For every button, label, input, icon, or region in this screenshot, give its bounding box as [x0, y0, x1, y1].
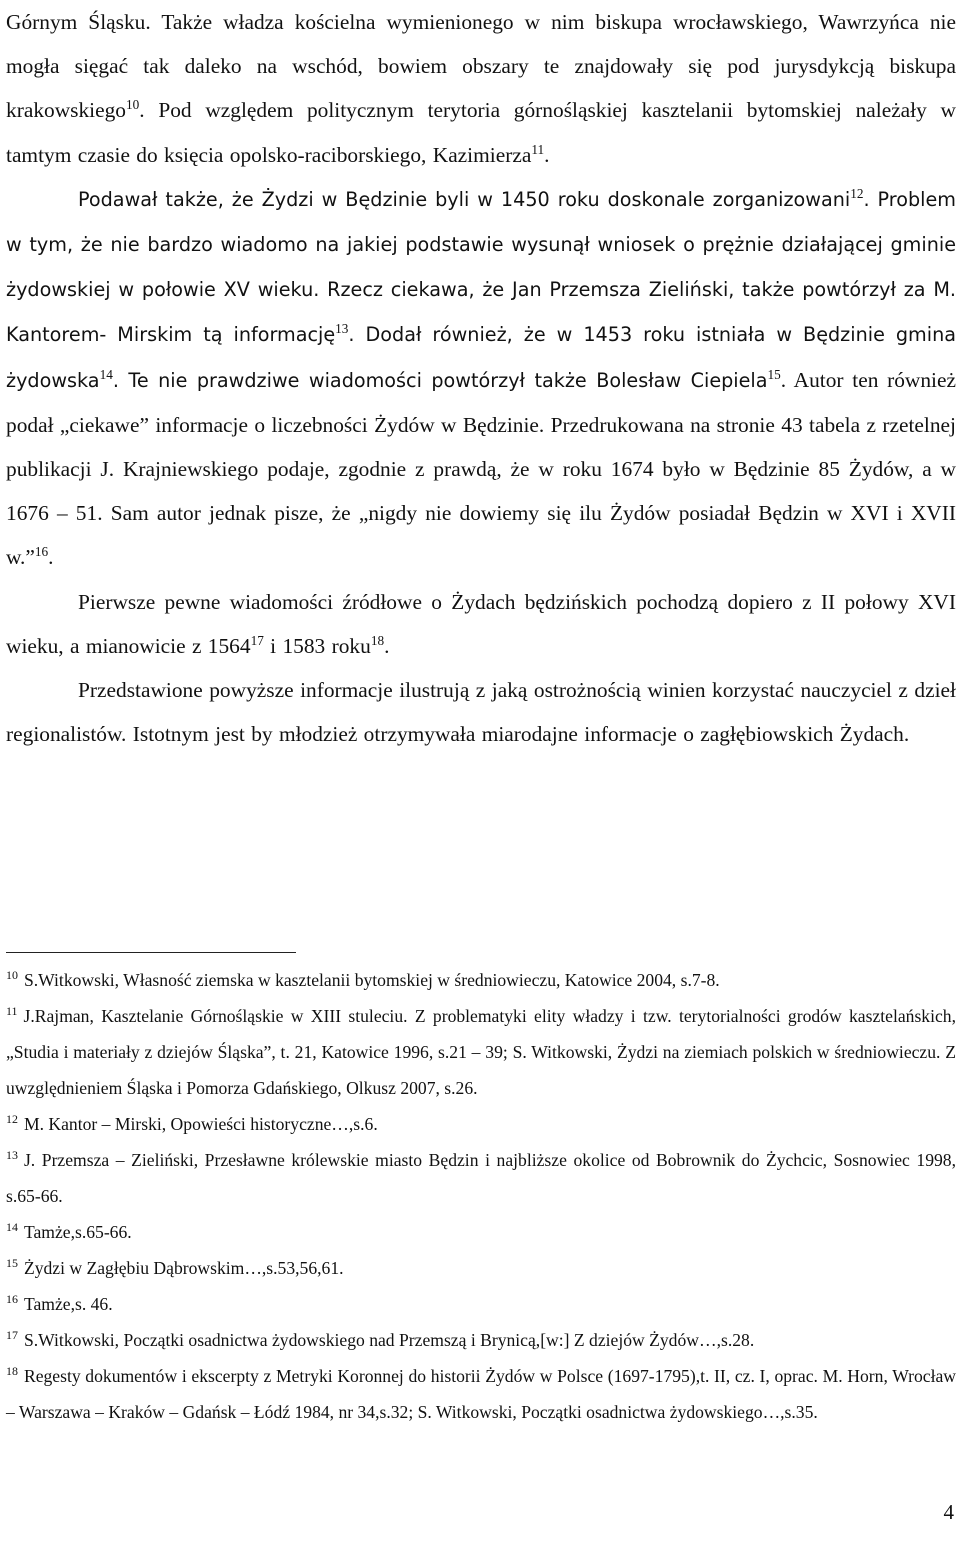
footnote-text: Regesty dokumentów i ekscerpty z Metryki Koronnej do historii Żydów w Polsce (1697-1795),t. II, cz. I, oprac. M. Horn, Wrocław – Warszawa – Kraków – Gdańsk – Łódź 1984, nr 34,s.32; S. Witkowski, Początki osadnictwa żydowskiego…,s.35. — [6, 1366, 956, 1422]
paragraph-3 — [6, 580, 956, 668]
footnote — [6, 1286, 956, 1322]
paragraph-text: Pierwsze pewne wiadomości źródłowe o Żydach będzińskich pochodzą dopiero z II połowy XVI wieku, a mianowicie z 1564 — [6, 589, 956, 658]
footnote — [6, 1358, 956, 1430]
footnote-ref: 15 — [767, 366, 781, 382]
footnote-ref: 16 — [34, 544, 49, 560]
footnote-ref: 13 — [335, 321, 349, 337]
paragraph-text: . — [384, 633, 390, 658]
footnote-number: 12 — [6, 1111, 18, 1126]
footnote-ref: 17 — [250, 632, 264, 648]
paragraph-text: . Dodał również, że w 1453 roku istniała w Będzinie gmina żydowska — [6, 323, 956, 392]
footnote-ref: 11 — [531, 141, 545, 157]
paragraph-text: . Autor ten również podał „ciekawe” informacje o liczebności Żydów w Będzinie. Przedrukowana na stronie 43 tabela z rzetelnej publikacji J. Krajniewskiego podaje, zgodnie z prawdą, że w roku 1674 było w Będzinie 85 Żydów, a w 1676 – 51. Sam autor jednak pisze, że „nigdy nie dowiemy się ilu Żydów posiadał Będzin w XVI i XVII w.” — [6, 367, 956, 570]
footnote-text: S.Witkowski, Początki osadnictwa żydowskiego nad Przemszą i Brynicą,[w:] Z dziejów Żydów…,s.28. — [23, 1330, 755, 1350]
footnote — [6, 1322, 956, 1358]
footnote-text: M. Kantor – Mirski, Opowieści historyczne…,s.6. — [23, 1114, 378, 1134]
paragraph-2 — [6, 177, 956, 580]
footnote — [6, 1142, 956, 1214]
paragraph-4: Przedstawione powyższe informacje ilustrują z jaką ostrożnością winien korzystać nauczyciel z dzieł regionalistów. Istotnym jest by młodzież otrzymywała miarodajne informacje o zagłębiowskich Żydach. — [6, 678, 956, 747]
paragraph-text: . Pod względem politycznym terytoria górnośląskiej kasztelanii bytomskiej należały w tamtym czasie do księcia opolsko-raciborskiego, Kazimierza — [6, 98, 956, 167]
footnote — [6, 962, 956, 998]
footnote-number: 13 — [6, 1147, 18, 1162]
page-number: 4 — [943, 1500, 954, 1524]
main-text — [6, 0, 956, 756]
footnote-text: J.Rajman, Kasztelanie Górnośląskie w XIII stuleciu. Z problematyki elity władzy i tzw. terytorialności grodów kasztelańskich, „Studia i materiały z dziejów Śląska”, t. 21, Katowice 1996, s.21 – 39; S. Witkowski, Żydzi na ziemiach polskich w średniowieczu. Z uwzględnieniem Śląska i Pomorza Gdańskiego, Olkusz 2007, s.26. — [6, 1006, 956, 1098]
footnote-number: 14 — [6, 1219, 18, 1234]
footnote — [6, 1214, 956, 1250]
footnotes — [6, 962, 956, 1430]
footnote-number: 18 — [6, 1363, 18, 1378]
paragraph-1 — [6, 0, 956, 177]
footnote — [6, 1250, 956, 1286]
footnote-text: Żydzi w Zagłębiu Dąbrowskim…,s.53,56,61. — [23, 1258, 344, 1278]
footnote — [6, 1106, 956, 1142]
paragraph-text: Górnym Śląsku. Także władza kościelna wymienionego w nim biskupa wrocławskiego, Wawrzyńca nie mogła sięgać tak daleko na wschód, bowiem obszary te znajdowały się pod jurysdykcją biskupa krakowskiego — [6, 10, 956, 123]
footnote-ref: 14 — [99, 366, 113, 382]
footnote-number: 11 — [6, 1003, 18, 1018]
footnote-text: Tamże,s.65-66. — [23, 1222, 132, 1242]
paragraph-text: . Problem w tym, że nie bardzo wiadomo na jakiej podstawie wysunął wniosek o prężnie działającej gminie żydowskiej w połowie XV wieku. — [6, 187, 956, 302]
footnote-number: 16 — [6, 1291, 18, 1306]
footnote-separator — [6, 952, 296, 953]
footnote-text: J. Przemsza – Zieliński, Przesławne królewskie miasto Będzin i najbliższe okolice od Bobrownik do Żychcic, Sosnowiec 1998, s.65-66. — [6, 1150, 956, 1206]
footnote-ref: 18 — [370, 632, 385, 648]
paragraph-text: Podawał także, że Żydzi w Będzinie byli w 1450 roku doskonale zorganizowani — [78, 187, 851, 211]
footnote-ref: 12 — [850, 185, 864, 201]
paragraph-text: . — [544, 142, 550, 167]
paragraph-text: Rzecz ciekawa, że Jan Przemsza Zieliński, także powtórzył za M. Kantorem- Mirskim tą informację — [6, 278, 956, 347]
paragraph-text: . — [48, 545, 54, 570]
footnote-text: Tamże,s. 46. — [23, 1294, 113, 1314]
footnote — [6, 998, 956, 1106]
footnote-number: 15 — [6, 1255, 18, 1270]
paragraph-text: i 1583 roku — [263, 633, 371, 658]
footnote-ref: 10 — [126, 97, 140, 113]
footnote-number: 10 — [6, 967, 18, 982]
paragraph-text: . Te nie prawdziwe wiadomości powtórzył także Bolesław Ciepiela — [112, 368, 768, 392]
footnote-number: 17 — [6, 1327, 18, 1342]
footnote-text: S.Witkowski, Własność ziemska w kasztelanii bytomskiej w średniowieczu, Katowice 2004, s.7-8. — [23, 970, 720, 990]
